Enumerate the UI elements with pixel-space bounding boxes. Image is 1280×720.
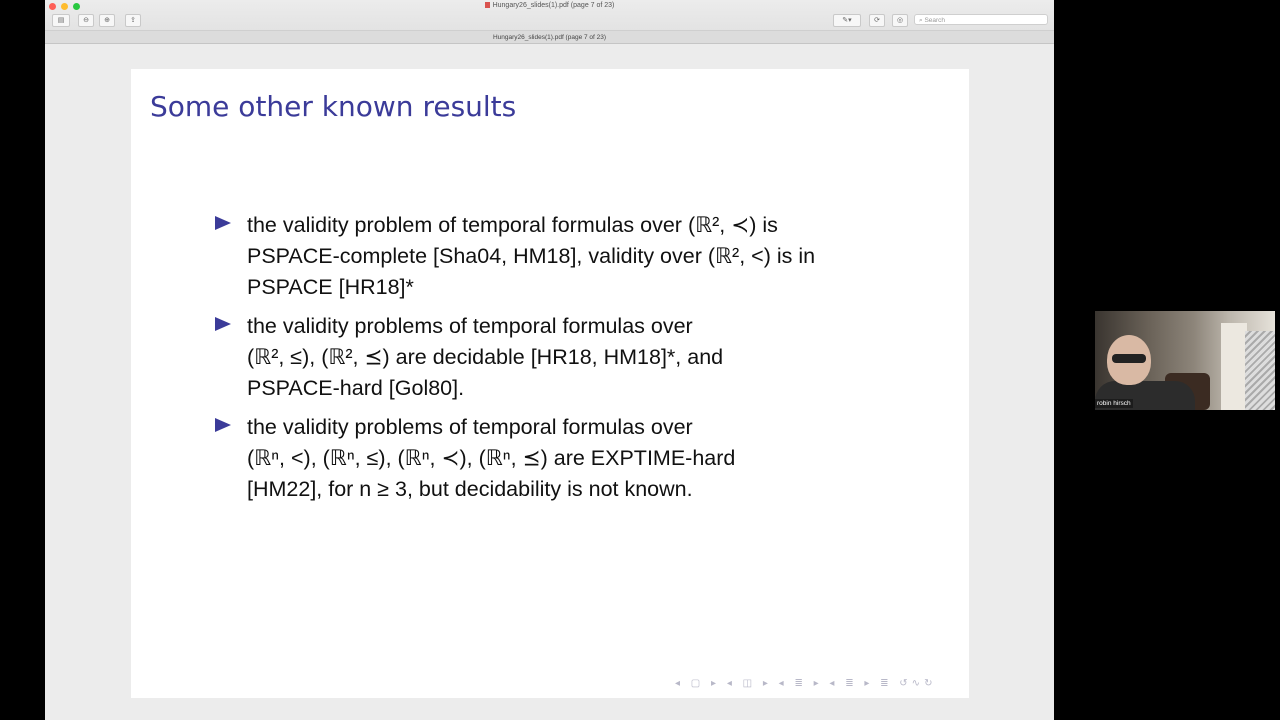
zoom-out-icon: ⊖ [83,17,89,24]
slide-title: Some other known results [150,90,517,123]
bullet-line: (ℝⁿ, <), (ℝⁿ, ≤), (ℝⁿ, ≺), (ℝⁿ, ⪯) are EXPTIME-hard [247,446,736,470]
pdf-file-icon [485,2,490,8]
markup-button[interactable] [833,14,861,27]
bullet-triangle-icon [215,418,231,432]
search-icon: ⌕ [919,17,923,24]
video-staircase [1245,331,1275,410]
participant-name-label: robin hirsch [1097,400,1131,407]
pen-icon: ✎▾ [842,17,852,24]
bullet-triangle-icon [215,317,231,331]
zoom-out-button[interactable] [78,14,94,27]
sidebar-icon: ▤ [57,17,65,24]
document-title-bar: Hungary26_slides(1).pdf (page 7 of 23) [45,30,1054,44]
bullet-item [215,311,895,404]
zoom-in-icon: ⊕ [104,17,110,24]
window-title [45,2,1054,9]
bullet-line: the validity problems of temporal formulas over [247,415,693,439]
rotate-icon: ⟳ [874,17,880,24]
bullet-triangle-icon [215,216,231,230]
bullet-item [215,412,895,505]
bullet-line: PSPACE [HR18]* [247,275,414,299]
bullet-line: the validity problem of temporal formulas over (ℝ², ≺) is [247,213,778,237]
rotate-button[interactable] [869,14,885,27]
bullet-line: PSPACE-hard [Gol80]. [247,376,465,400]
bullet-line: (ℝ², ≤), (ℝ², ⪯) are decidable [HR18, HM18]*, and [247,345,724,369]
bullet-item [215,210,895,303]
slide-page [131,69,969,698]
bullet-line: [HM22], for n ≥ 3, but decidability is not known. [247,477,693,501]
window-title-text: Hungary26_slides(1).pdf (page 7 of 23) [492,2,615,9]
zoom-in-button[interactable] [99,14,115,27]
bullet-line: PSPACE-complete [Sha04, HM18], validity over (ℝ², <) is in [247,244,816,268]
bullet-line: the validity problems of temporal formulas over [247,314,693,338]
annotate-button[interactable] [892,14,908,27]
beamer-navigation-controls[interactable]: ◂ ▢ ▸ ◂ ◫ ▸ ◂ ≣ ▸ ◂ ≣ ▸ ≣ ↺∿↻ [675,678,937,689]
sidebar-toggle-button[interactable] [52,14,70,27]
participant-video-tile [1095,311,1275,410]
video-person-glasses [1112,354,1146,363]
search-input[interactable] [914,14,1048,25]
share-button[interactable] [125,14,141,27]
markup-icon: ◎ [896,17,904,24]
share-icon: ⇪ [130,17,136,24]
pdf-viewer-window [45,0,1054,720]
search-placeholder: Search [924,17,946,24]
title-bar [45,0,1054,30]
video-door [1221,323,1247,410]
